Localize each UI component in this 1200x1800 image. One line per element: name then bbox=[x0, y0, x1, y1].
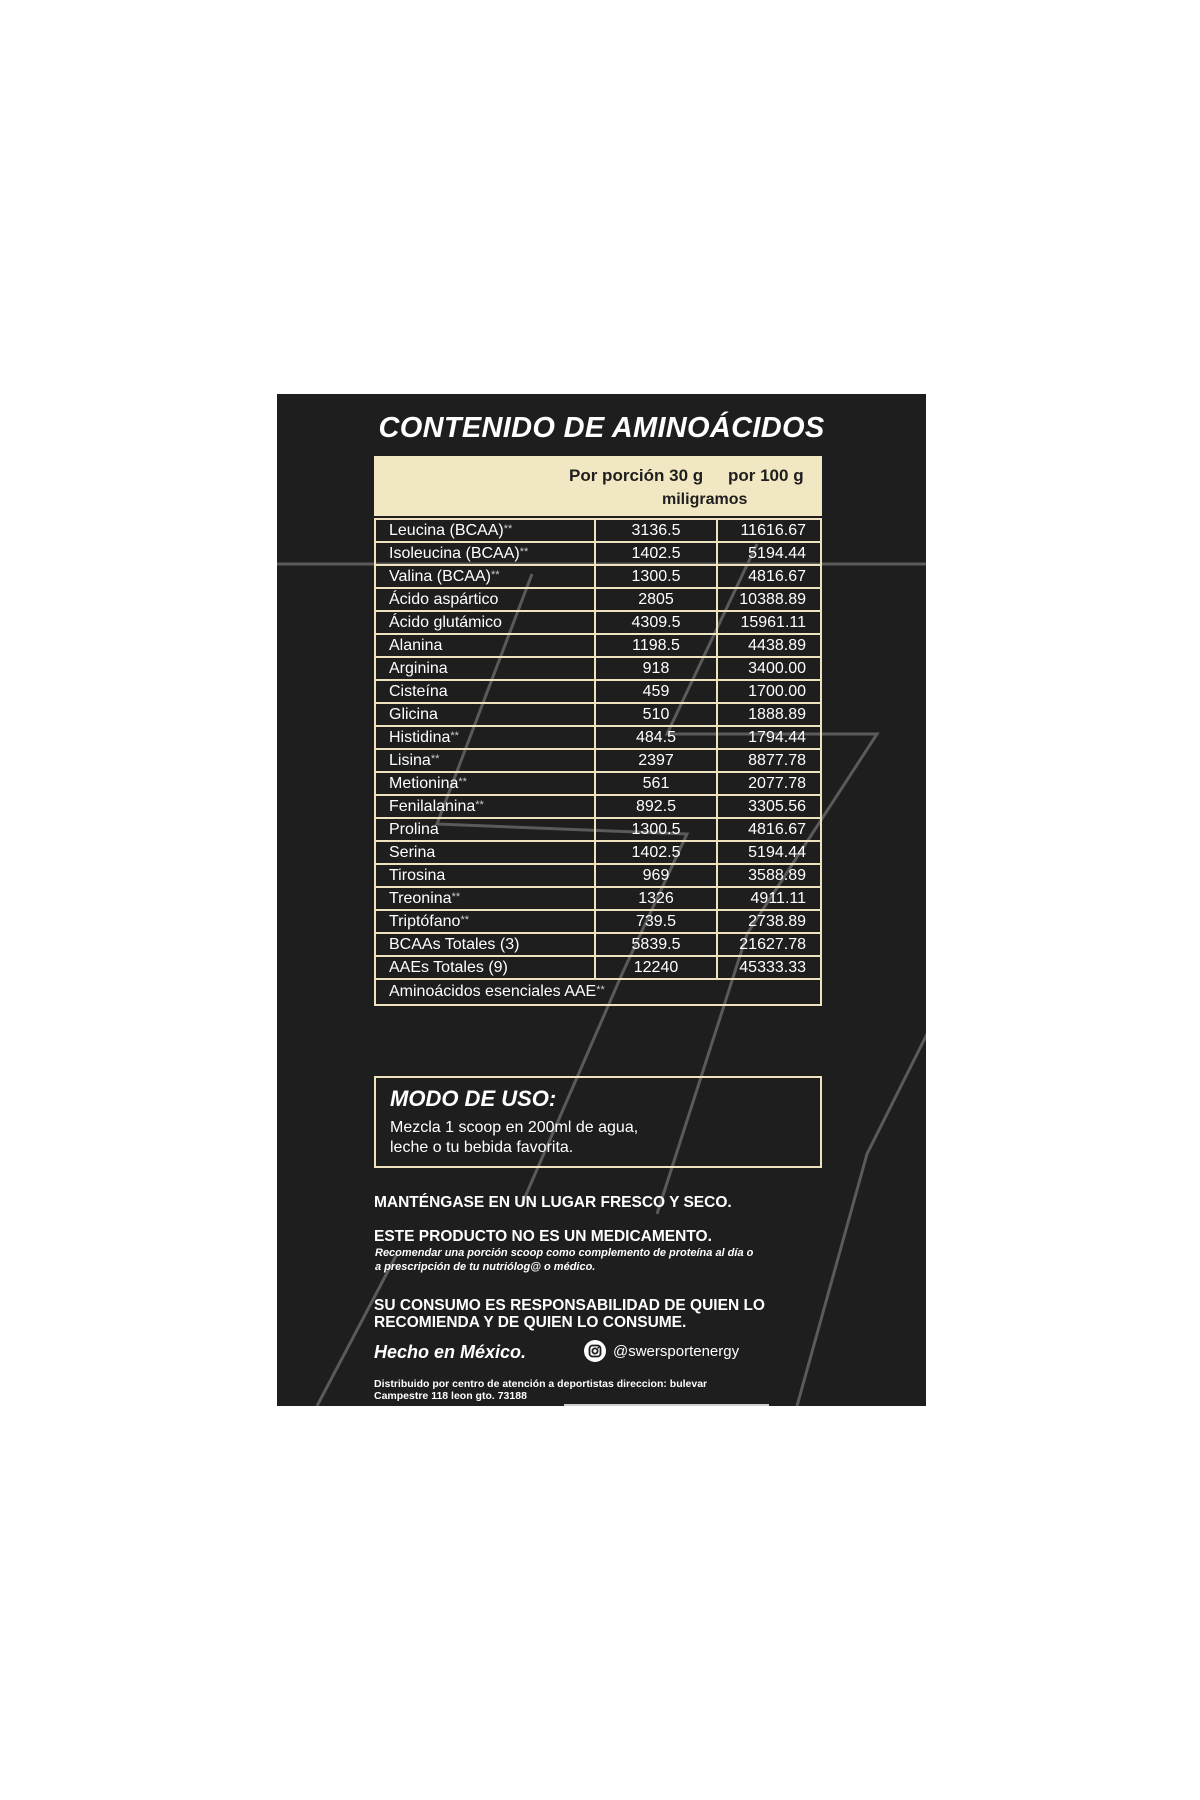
amino-acid-table bbox=[374, 456, 822, 1006]
usage-line-2: leche o tu bebida favorita. bbox=[390, 1139, 574, 1156]
instagram-icon[interactable] bbox=[583, 1339, 607, 1363]
essential-mark: ** bbox=[460, 913, 470, 926]
amino-acid-name-cell bbox=[375, 818, 595, 841]
amino-acid-name-cell bbox=[375, 726, 595, 749]
amino-acid-name: Tirosina bbox=[389, 866, 446, 884]
per-serving-value: 1326 bbox=[595, 887, 717, 910]
amino-acid-name-cell bbox=[375, 795, 595, 818]
essential-mark: ** bbox=[451, 890, 461, 903]
footnote-cell bbox=[375, 979, 821, 1005]
table-row bbox=[375, 933, 821, 956]
per-100g-value: 2738.89 bbox=[717, 910, 821, 933]
per-serving-value: 12240 bbox=[595, 956, 717, 979]
amino-acid-name: Isoleucina (BCAA) bbox=[389, 544, 520, 562]
responsibility-line-1: SU CONSUMO ES RESPONSABILIDAD DE QUIEN LO bbox=[374, 1297, 765, 1314]
table-row bbox=[375, 542, 821, 565]
table-row bbox=[375, 910, 821, 933]
amino-acid-name: Histidina bbox=[389, 728, 451, 746]
amino-acid-name: AAEs Totales (9) bbox=[389, 958, 508, 976]
amino-acid-name: Glicina bbox=[389, 705, 438, 723]
table-row bbox=[375, 703, 821, 726]
essential-mark: ** bbox=[475, 798, 484, 811]
table-row bbox=[375, 864, 821, 887]
usage-line-1: Mezcla 1 scoop en 200ml de agua, bbox=[390, 1119, 639, 1136]
per-serving-value: 739.5 bbox=[595, 910, 717, 933]
amino-acid-name-cell bbox=[375, 634, 595, 657]
per-serving-value: 1300.5 bbox=[595, 818, 717, 841]
essential-mark: ** bbox=[490, 568, 500, 581]
amino-acid-name-cell bbox=[375, 887, 595, 910]
amino-acid-name: Fenilalanina bbox=[389, 797, 476, 815]
per-100g-value: 5194.44 bbox=[717, 542, 821, 565]
table-row bbox=[375, 611, 821, 634]
per-serving-value: 918 bbox=[595, 657, 717, 680]
responsibility-notice bbox=[374, 1297, 765, 1331]
per-100g-value: 3400.00 bbox=[717, 657, 821, 680]
usage-text bbox=[390, 1118, 810, 1158]
per-100g-value: 10388.89 bbox=[717, 588, 821, 611]
essential-mark: ** bbox=[430, 752, 440, 765]
per-100g-value: 8877.78 bbox=[717, 749, 821, 772]
amino-acid-name-cell bbox=[375, 519, 595, 542]
table-row bbox=[375, 818, 821, 841]
page-title: CONTENIDO DE AMINOÁCIDOS bbox=[378, 412, 825, 444]
usage-box bbox=[374, 1076, 822, 1168]
essential-mark: ** bbox=[450, 729, 459, 742]
per-100g-value: 15961.11 bbox=[717, 611, 821, 634]
per-serving-value: 2397 bbox=[595, 749, 717, 772]
per-100g-value: 11616.67 bbox=[717, 519, 821, 542]
recommendation-text bbox=[375, 1246, 815, 1274]
table-row bbox=[375, 795, 821, 818]
distribution-line-2: Campestre 118 leon gto. 73188 bbox=[374, 1390, 527, 1402]
amino-acid-name-cell bbox=[375, 772, 595, 795]
amino-acid-name: Alanina bbox=[389, 636, 443, 654]
amino-acid-name: Triptófano bbox=[389, 912, 461, 930]
per-100g-value: 3305.56 bbox=[717, 795, 821, 818]
per-serving-value: 561 bbox=[595, 772, 717, 795]
footnote-mark: ** bbox=[596, 984, 605, 996]
recommendation-line-2: a prescripción de tu nutriólog@ o médico. bbox=[375, 1261, 596, 1273]
per-100g-value: 5194.44 bbox=[717, 841, 821, 864]
per-100g-value: 4816.67 bbox=[717, 565, 821, 588]
per-serving-value: 5839.5 bbox=[595, 933, 717, 956]
label-panel bbox=[277, 394, 926, 1406]
amino-acid-name-cell bbox=[375, 565, 595, 588]
table-row bbox=[375, 726, 821, 749]
amino-acid-name: Cisteína bbox=[389, 682, 448, 700]
per-100g-value: 3588.89 bbox=[717, 864, 821, 887]
per-serving-value: 484.5 bbox=[595, 726, 717, 749]
header-per-100g: por 100 g bbox=[728, 466, 804, 485]
amino-acid-name-cell bbox=[375, 542, 595, 565]
table-row bbox=[375, 680, 821, 703]
distribution-line-1: Distribuido por centro de atención a deportistas direccion: bulevar bbox=[374, 1378, 708, 1390]
amino-acid-rows bbox=[374, 518, 822, 1006]
per-serving-value: 1402.5 bbox=[595, 841, 717, 864]
per-100g-value: 4816.67 bbox=[717, 818, 821, 841]
amino-acid-name: Metionina bbox=[389, 774, 459, 792]
per-100g-value: 2077.78 bbox=[717, 772, 821, 795]
amino-acid-name-cell bbox=[375, 956, 595, 979]
footnote-text: Aminoácidos esenciales AAE bbox=[389, 983, 597, 1000]
per-serving-value: 2805 bbox=[595, 588, 717, 611]
per-serving-value: 969 bbox=[595, 864, 717, 887]
amino-acid-name: Ácido glutámico bbox=[389, 613, 502, 631]
amino-acid-name-cell bbox=[375, 910, 595, 933]
storage-notice: MANTÉNGASE EN UN LUGAR FRESCO Y SECO. bbox=[374, 1194, 732, 1211]
table-row bbox=[375, 588, 821, 611]
table-row bbox=[375, 956, 821, 979]
amino-acid-name: Arginina bbox=[389, 659, 448, 677]
per-100g-value: 21627.78 bbox=[717, 933, 821, 956]
table-row bbox=[375, 841, 821, 864]
amino-acid-name: Leucina (BCAA) bbox=[389, 521, 504, 539]
essential-mark: ** bbox=[458, 775, 467, 788]
amino-acid-name: BCAAs Totales (3) bbox=[389, 935, 520, 953]
per-100g-value: 1888.89 bbox=[717, 703, 821, 726]
bottom-divider bbox=[564, 1404, 769, 1406]
per-serving-value: 892.5 bbox=[595, 795, 717, 818]
amino-acid-name-cell bbox=[375, 611, 595, 634]
amino-acid-name: Serina bbox=[389, 843, 436, 861]
recommendation-line-1: Recomendar una porción scoop como complemento de proteína al día o bbox=[375, 1247, 754, 1259]
amino-acid-name-cell bbox=[375, 749, 595, 772]
amino-acid-name: Ácido aspártico bbox=[389, 590, 499, 608]
per-100g-value: 4438.89 bbox=[717, 634, 821, 657]
table-row bbox=[375, 634, 821, 657]
amino-acid-name: Prolina bbox=[389, 820, 439, 838]
per-100g-value: 1700.00 bbox=[717, 680, 821, 703]
table-row bbox=[375, 749, 821, 772]
per-serving-value: 3136.5 bbox=[595, 519, 717, 542]
per-100g-value: 4911.11 bbox=[717, 887, 821, 910]
table-row bbox=[375, 565, 821, 588]
table-header bbox=[374, 456, 822, 516]
amino-acid-name-cell bbox=[375, 841, 595, 864]
amino-acid-name: Treonina bbox=[389, 889, 452, 907]
amino-acid-name-cell bbox=[375, 703, 595, 726]
table-footnote-row bbox=[375, 979, 821, 1005]
amino-acid-name-cell bbox=[375, 864, 595, 887]
header-per-serving: Por porción 30 g bbox=[569, 466, 704, 485]
per-serving-value: 1300.5 bbox=[595, 565, 717, 588]
amino-acid-name-cell bbox=[375, 933, 595, 956]
per-serving-value: 1198.5 bbox=[595, 634, 717, 657]
essential-mark: ** bbox=[519, 545, 529, 558]
table-row bbox=[375, 887, 821, 910]
amino-acid-name: Valina (BCAA) bbox=[389, 567, 491, 585]
header-unit: miligramos bbox=[662, 491, 748, 508]
made-in-mexico: Hecho en México. bbox=[374, 1342, 527, 1362]
per-100g-value: 1794.44 bbox=[717, 726, 821, 749]
per-serving-value: 4309.5 bbox=[595, 611, 717, 634]
per-serving-value: 510 bbox=[595, 703, 717, 726]
instagram-handle[interactable]: @swersportenergy bbox=[613, 1343, 740, 1360]
amino-acid-name-cell bbox=[375, 588, 595, 611]
usage-title: MODO DE USO: bbox=[390, 1086, 557, 1111]
essential-mark: ** bbox=[503, 522, 513, 535]
table-row bbox=[375, 772, 821, 795]
amino-acid-name-cell bbox=[375, 657, 595, 680]
responsibility-line-2: RECOMIENDA Y DE QUIEN LO CONSUME. bbox=[374, 1314, 687, 1331]
not-medicine-notice: ESTE PRODUCTO NO ES UN MEDICAMENTO. bbox=[374, 1228, 712, 1245]
per-serving-value: 459 bbox=[595, 680, 717, 703]
distribution-info bbox=[374, 1378, 794, 1402]
table-row bbox=[375, 657, 821, 680]
per-serving-value: 1402.5 bbox=[595, 542, 717, 565]
per-100g-value: 45333.33 bbox=[717, 956, 821, 979]
table-row bbox=[375, 519, 821, 542]
amino-acid-name: Lisina bbox=[389, 751, 431, 769]
amino-acid-name-cell bbox=[375, 680, 595, 703]
